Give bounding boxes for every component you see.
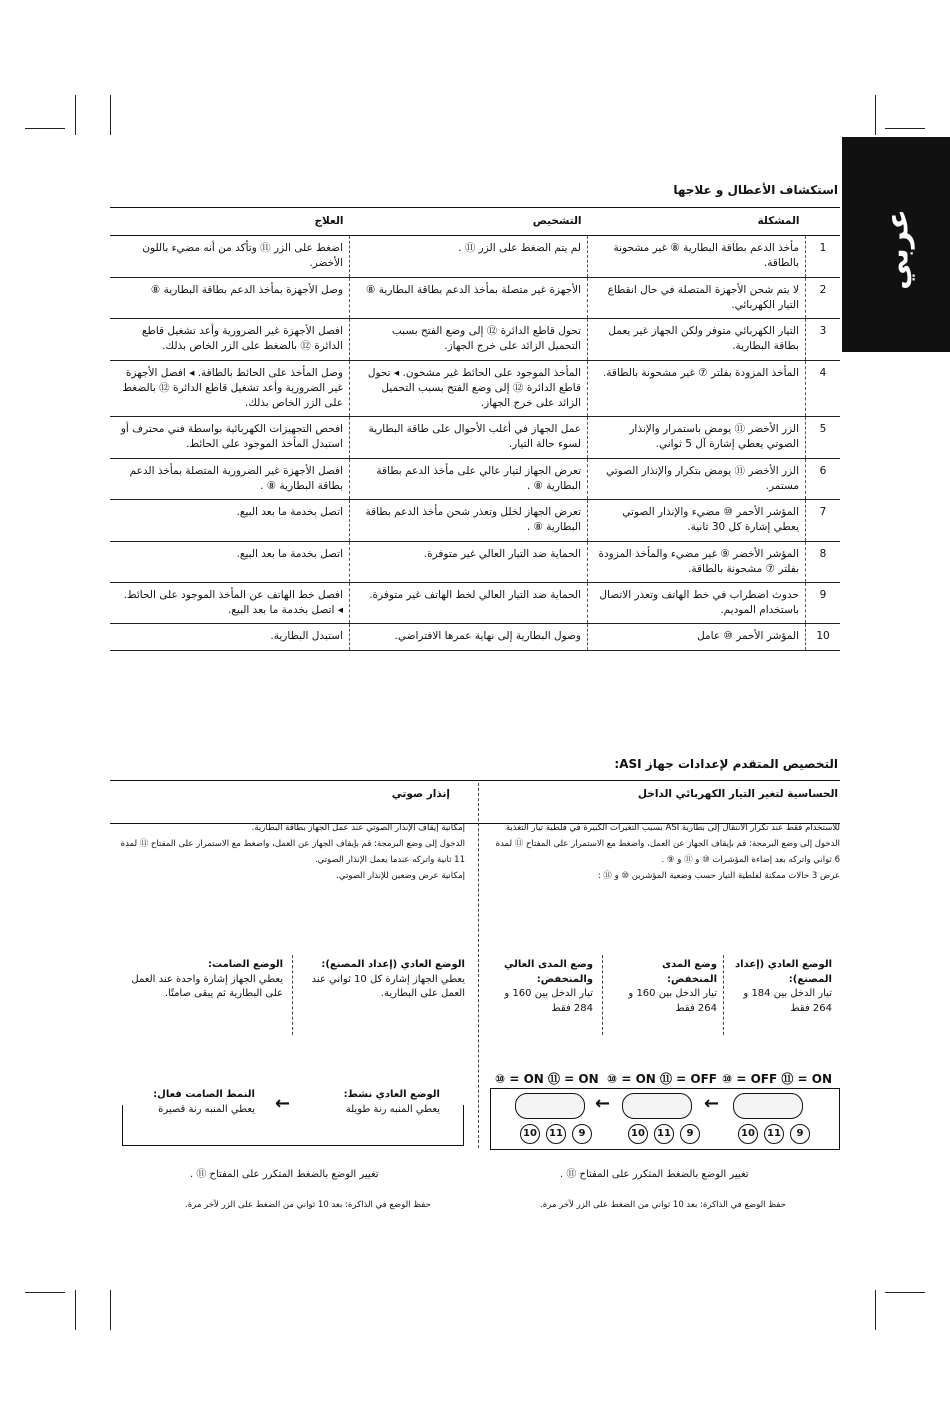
mode-high-low-range [488, 958, 593, 1016]
cell-number: 7 [806, 500, 841, 541]
cell-diagnosis: لم يتم الضغط على الزر ⑪ . [350, 236, 588, 277]
cell-number: 8 [806, 541, 841, 582]
sensitivity-note: للاستخدام فقط عند تكرار الانتقال إلى بطارية ASI بسبب التغيرات الكبيرة في فلطية تيار التغذية [505, 823, 840, 833]
cell-diagnosis: المأخذ الموجود على الحائط غير مشحون. ◂ تحول قاطع الدائرة ⑫ إلى وضع الفتح بسبب التحميل الزائد على خرج الجهاز. [350, 360, 588, 417]
col-remedy: العلاج [110, 208, 350, 236]
alarm-mode-normal [300, 958, 465, 1002]
cell-number: 6 [806, 458, 841, 499]
cell-number: 2 [806, 277, 841, 318]
alarm-normal-active-title: الوضع العادي نشط: [343, 1089, 440, 1100]
cell-diagnosis: الحماية ضد التيار العالي لخط الهاتف غير متوفرة. [350, 582, 588, 623]
table-row [110, 624, 840, 650]
table-row [110, 541, 840, 582]
mode-low-range [612, 958, 717, 1016]
cell-diagnosis: الحماية ضد التيار العالي غير متوفرة. [350, 541, 588, 582]
alarm-normal-active [330, 1088, 440, 1117]
cell-number: 3 [806, 319, 841, 360]
state-label: ⑩ = ON ⑪ = ON [495, 1072, 599, 1086]
section-title-asi: التخصيص المتقدم لإعدادات جهاز ASI: [614, 757, 838, 771]
arrow-left-icon: ← [275, 1093, 291, 1114]
asi-header-sensitivity: الحساسية لتغير التيار الكهربائي الداخل [637, 788, 838, 800]
crop-mark [110, 1290, 111, 1330]
table-row [110, 458, 840, 499]
asi-header-alarm: إنذار صوتي [391, 788, 450, 800]
cell-remedy: استبدل البطارية. [110, 624, 350, 650]
alarm-silent-active [150, 1088, 255, 1117]
asi-header-bar [110, 780, 840, 824]
cell-problem: المؤشر الأخضر ⑨ غير مضيء والمأخذ المزودة بفلتر ⑦ مشحونة بالطاقة. [588, 541, 806, 582]
language-tab-label: عربي [880, 209, 916, 290]
mode-divider [602, 955, 603, 1035]
cell-problem: الزر الأخضر ⑪ يومض بتكرار والإنذار الصوتي مستمر. [588, 458, 806, 499]
mode-high-low-range-title: وضع المدى العالي والمنخفض: [504, 959, 593, 985]
led-panel [622, 1093, 692, 1119]
table-row [110, 277, 840, 318]
troubleshooting-table [110, 207, 840, 651]
alarm-mode-normal-text: يعطي الجهاز إشارة كل 10 ثواني عند العمل على البطارية. [311, 973, 465, 999]
led-panel [515, 1093, 585, 1119]
crop-mark [110, 95, 111, 135]
table-row [110, 360, 840, 417]
cell-diagnosis: تعرض الجهاز لخلل وتعذر شحن مأخذ الدعم بطاقة البطارية ⑧ . [350, 500, 588, 541]
cell-problem: المأخذ المزودة بفلتر ⑦ غير مشحونة بالطاقة. [588, 360, 806, 417]
cell-remedy: اتصل بخدمة ما بعد البيع. [110, 541, 350, 582]
led-number: 10 [628, 1124, 648, 1144]
cell-remedy: افصل خط الهاتف عن المأخذ الموجود على الحائط. ◂ اتصل بخدمة ما بعد البيع. [110, 582, 350, 623]
cell-diagnosis: وصول البطارية إلى نهاية عمرها الافتراضي. [350, 624, 588, 650]
led-numbers [628, 1124, 706, 1144]
mode-normal-text: تيار الدخل بين 184 و 264 فقط [743, 988, 832, 1014]
cell-remedy: وصل المأخذ على الحائط بالطاقة. ◂ افصل الأجهزة غير الضرورية وأعد تشغيل قاطع الدائرة ⑫ بالضغط على الزر الخاص بذلك. [110, 360, 350, 417]
alarm-silent-active-text: يعطي المنبه رنة قصيرة [158, 1103, 255, 1115]
cell-problem: المؤشر الأحمر ⑩ عامل [588, 624, 806, 650]
alarm-note: الدخول إلى وضع البرمجة: قم بإيقاف الجهاز عن العمل، واضغط مع الاستمرار على المفتاح ⑪ لمدة 11 ثانية واتركه عندما يعمل الإنذار الصوتي. [120, 839, 465, 866]
cell-number: 9 [806, 582, 841, 623]
col-problem: المشكلة [588, 208, 806, 236]
crop-mark [75, 95, 76, 135]
section-title-troubleshooting: استكشاف الأعطال و علاجها [673, 183, 838, 197]
table-row [110, 500, 840, 541]
mode-divider [723, 955, 724, 1035]
led-number: 9 [572, 1124, 592, 1144]
cell-diagnosis: تعرض الجهاز لتيار عالي على مأخذ الدعم بطاقة البطارية ⑧ . [350, 458, 588, 499]
alarm-mode-silent-text: يعطي الجهاز إشارة واحدة عند العمل على البطارية ثم يبقى صامتًا. [131, 973, 283, 999]
sensitivity-note: الدخول إلى وضع البرمجة: قم بإيقاف الجهاز عن العمل، واضغط مع الاستمرار على المفتاح ⑪ لمدة 6 ثواني واتركه بعد إضاءة المؤشرات ⑩ و ⑪ و ⑨ . [495, 839, 840, 866]
table-row [110, 582, 840, 623]
crop-mark [75, 1290, 76, 1330]
cell-diagnosis: تحول قاطع الدائرة ⑫ إلى وضع الفتح بسبب التحميل الزائد على خرج الجهاز. [350, 319, 588, 360]
cell-remedy: وصل الأجهزة بمأخذ الدعم بطاقة البطارية ⑧ [110, 277, 350, 318]
alarm-normal-active-text: يعطي المنبه رنة طويلة [345, 1103, 440, 1115]
cell-number: 10 [806, 624, 841, 650]
cell-remedy: اضغط على الزر ⑪ وتأكد من أنه مضيء باللون الأخضر. [110, 236, 350, 277]
mode-low-range-text: تيار الدخل بين 160 و 264 فقط [628, 988, 717, 1014]
cell-problem: حدوث اضطراب في خط الهاتف وتعذر الاتصال باستخدام الموديم. [588, 582, 806, 623]
change-mode-sensitivity: تغيير الوضع بالضغط المتكرر على المفتاح ⑪ . [560, 1169, 749, 1180]
mode-high-low-range-text: تيار الدخل بين 160 و 284 فقط [504, 988, 593, 1014]
table-row [110, 319, 840, 360]
crop-mark [875, 1290, 876, 1330]
asi-divider [478, 783, 479, 1148]
cell-problem: مأخذ الدعم بطاقة البطارية ⑧ غير مشحونة بالطاقة. [588, 236, 806, 277]
crop-mark [885, 1292, 925, 1293]
save-mode-sensitivity: حفظ الوضع في الذاكرة: بعد 10 ثواني من الضغط على الزر لآخر مرة. [540, 1200, 786, 1210]
led-numbers [520, 1124, 598, 1144]
cell-problem: الزر الأخضر ⑪ يومض باستمرار والإنذار الصوتي يعطي إشارة آل 5 ثواني. [588, 417, 806, 458]
crop-mark [875, 95, 876, 135]
state-label: ⑩ = ON ⑪ = OFF [607, 1072, 717, 1086]
led-number: 9 [790, 1124, 810, 1144]
alarm-silent-active-title: النمط الصامت فعال: [153, 1089, 255, 1100]
sensitivity-note: عرض 3 حالات ممكنة لفلطية التيار حسب وضعية المؤشرين ⑩ و ⑪ : [597, 871, 840, 882]
cell-number: 5 [806, 417, 841, 458]
led-number: 9 [680, 1124, 700, 1144]
alarm-note: إمكانية عرض وضعين للإنذار الصوتي. [336, 871, 465, 882]
mode-divider [292, 955, 293, 1035]
cell-remedy: افحص التجهيزات الكهربائية بواسطة فني محترف أو استبدل المأخذ الموجود على الحائط. [110, 417, 350, 458]
alarm-note: إمكانية إيقاف الإنذار الصوتي عند عمل الجهاز بطاقة البطارية. [251, 823, 465, 833]
table-row [110, 236, 840, 277]
state-label: ⑩ = OFF ⑪ = ON [722, 1072, 832, 1086]
crop-mark [25, 1292, 65, 1293]
led-numbers [738, 1124, 816, 1144]
sensitivity-notes [490, 820, 840, 885]
change-mode-alarm: تغيير الوضع بالضغط المتكرر على المفتاح ⑪ . [190, 1169, 379, 1180]
table-row [110, 417, 840, 458]
led-number: 11 [654, 1124, 674, 1144]
led-number: 10 [520, 1124, 540, 1144]
mode-normal [732, 958, 832, 1016]
arrow-left-icon: ← [595, 1093, 611, 1114]
cell-remedy: افصل الأجهزة غير الضرورية وأعد تشغيل قاطع الدائرة ⑫ بالضغط على الزر الخاص بذلك. [110, 319, 350, 360]
cell-number: 1 [806, 236, 841, 277]
mode-normal-title: الوضع العادي (إعداد المصنع): [735, 959, 832, 985]
save-mode-alarm: حفظ الوضع في الذاكرة: بعد 10 ثواني من الضغط على الزر لآخر مرة. [185, 1200, 431, 1210]
led-number: 11 [546, 1124, 566, 1144]
crop-mark [25, 128, 65, 129]
alarm-notes [120, 820, 465, 885]
crop-mark [885, 128, 925, 129]
alarm-mode-silent [118, 958, 283, 1002]
cell-diagnosis: الأجهزة غير متصلة بمأخذ الدعم بطاقة البطارية ⑧ [350, 277, 588, 318]
cell-diagnosis: عمل الجهاز في أغلب الأحوال على طاقة البطارية لسوء حالة التيار. [350, 417, 588, 458]
cell-problem: التيار الكهربائي متوفر ولكن الجهاز غير يعمل بطاقة البطارية. [588, 319, 806, 360]
cell-remedy: افصل الأجهزة غير الضرورية المتصلة بمأخذ الدعم بطاقة البطارية ⑧ . [110, 458, 350, 499]
cell-remedy: اتصل بخدمة ما بعد البيع. [110, 500, 350, 541]
language-tab [842, 137, 950, 352]
alarm-mode-silent-title: الوضع الصامت: [208, 959, 283, 970]
led-number: 11 [764, 1124, 784, 1144]
led-panel [733, 1093, 803, 1119]
alarm-mode-normal-title: الوضع العادي (إعداد المصنع): [321, 959, 465, 970]
cell-problem: لا يتم شحن الأجهزة المتصلة في حال انقطاع التيار الكهربائي. [588, 277, 806, 318]
col-diagnosis: التشخيص [350, 208, 588, 236]
cell-number: 4 [806, 360, 841, 417]
col-number [806, 208, 841, 236]
mode-low-range-title: وضع المدى المنخفض: [661, 959, 717, 985]
led-number: 10 [738, 1124, 758, 1144]
cell-problem: المؤشر الأحمر ⑩ مضيء والإنذار الصوتي يعطي إشارة كل 30 ثانية. [588, 500, 806, 541]
arrow-left-icon: ← [704, 1093, 720, 1114]
